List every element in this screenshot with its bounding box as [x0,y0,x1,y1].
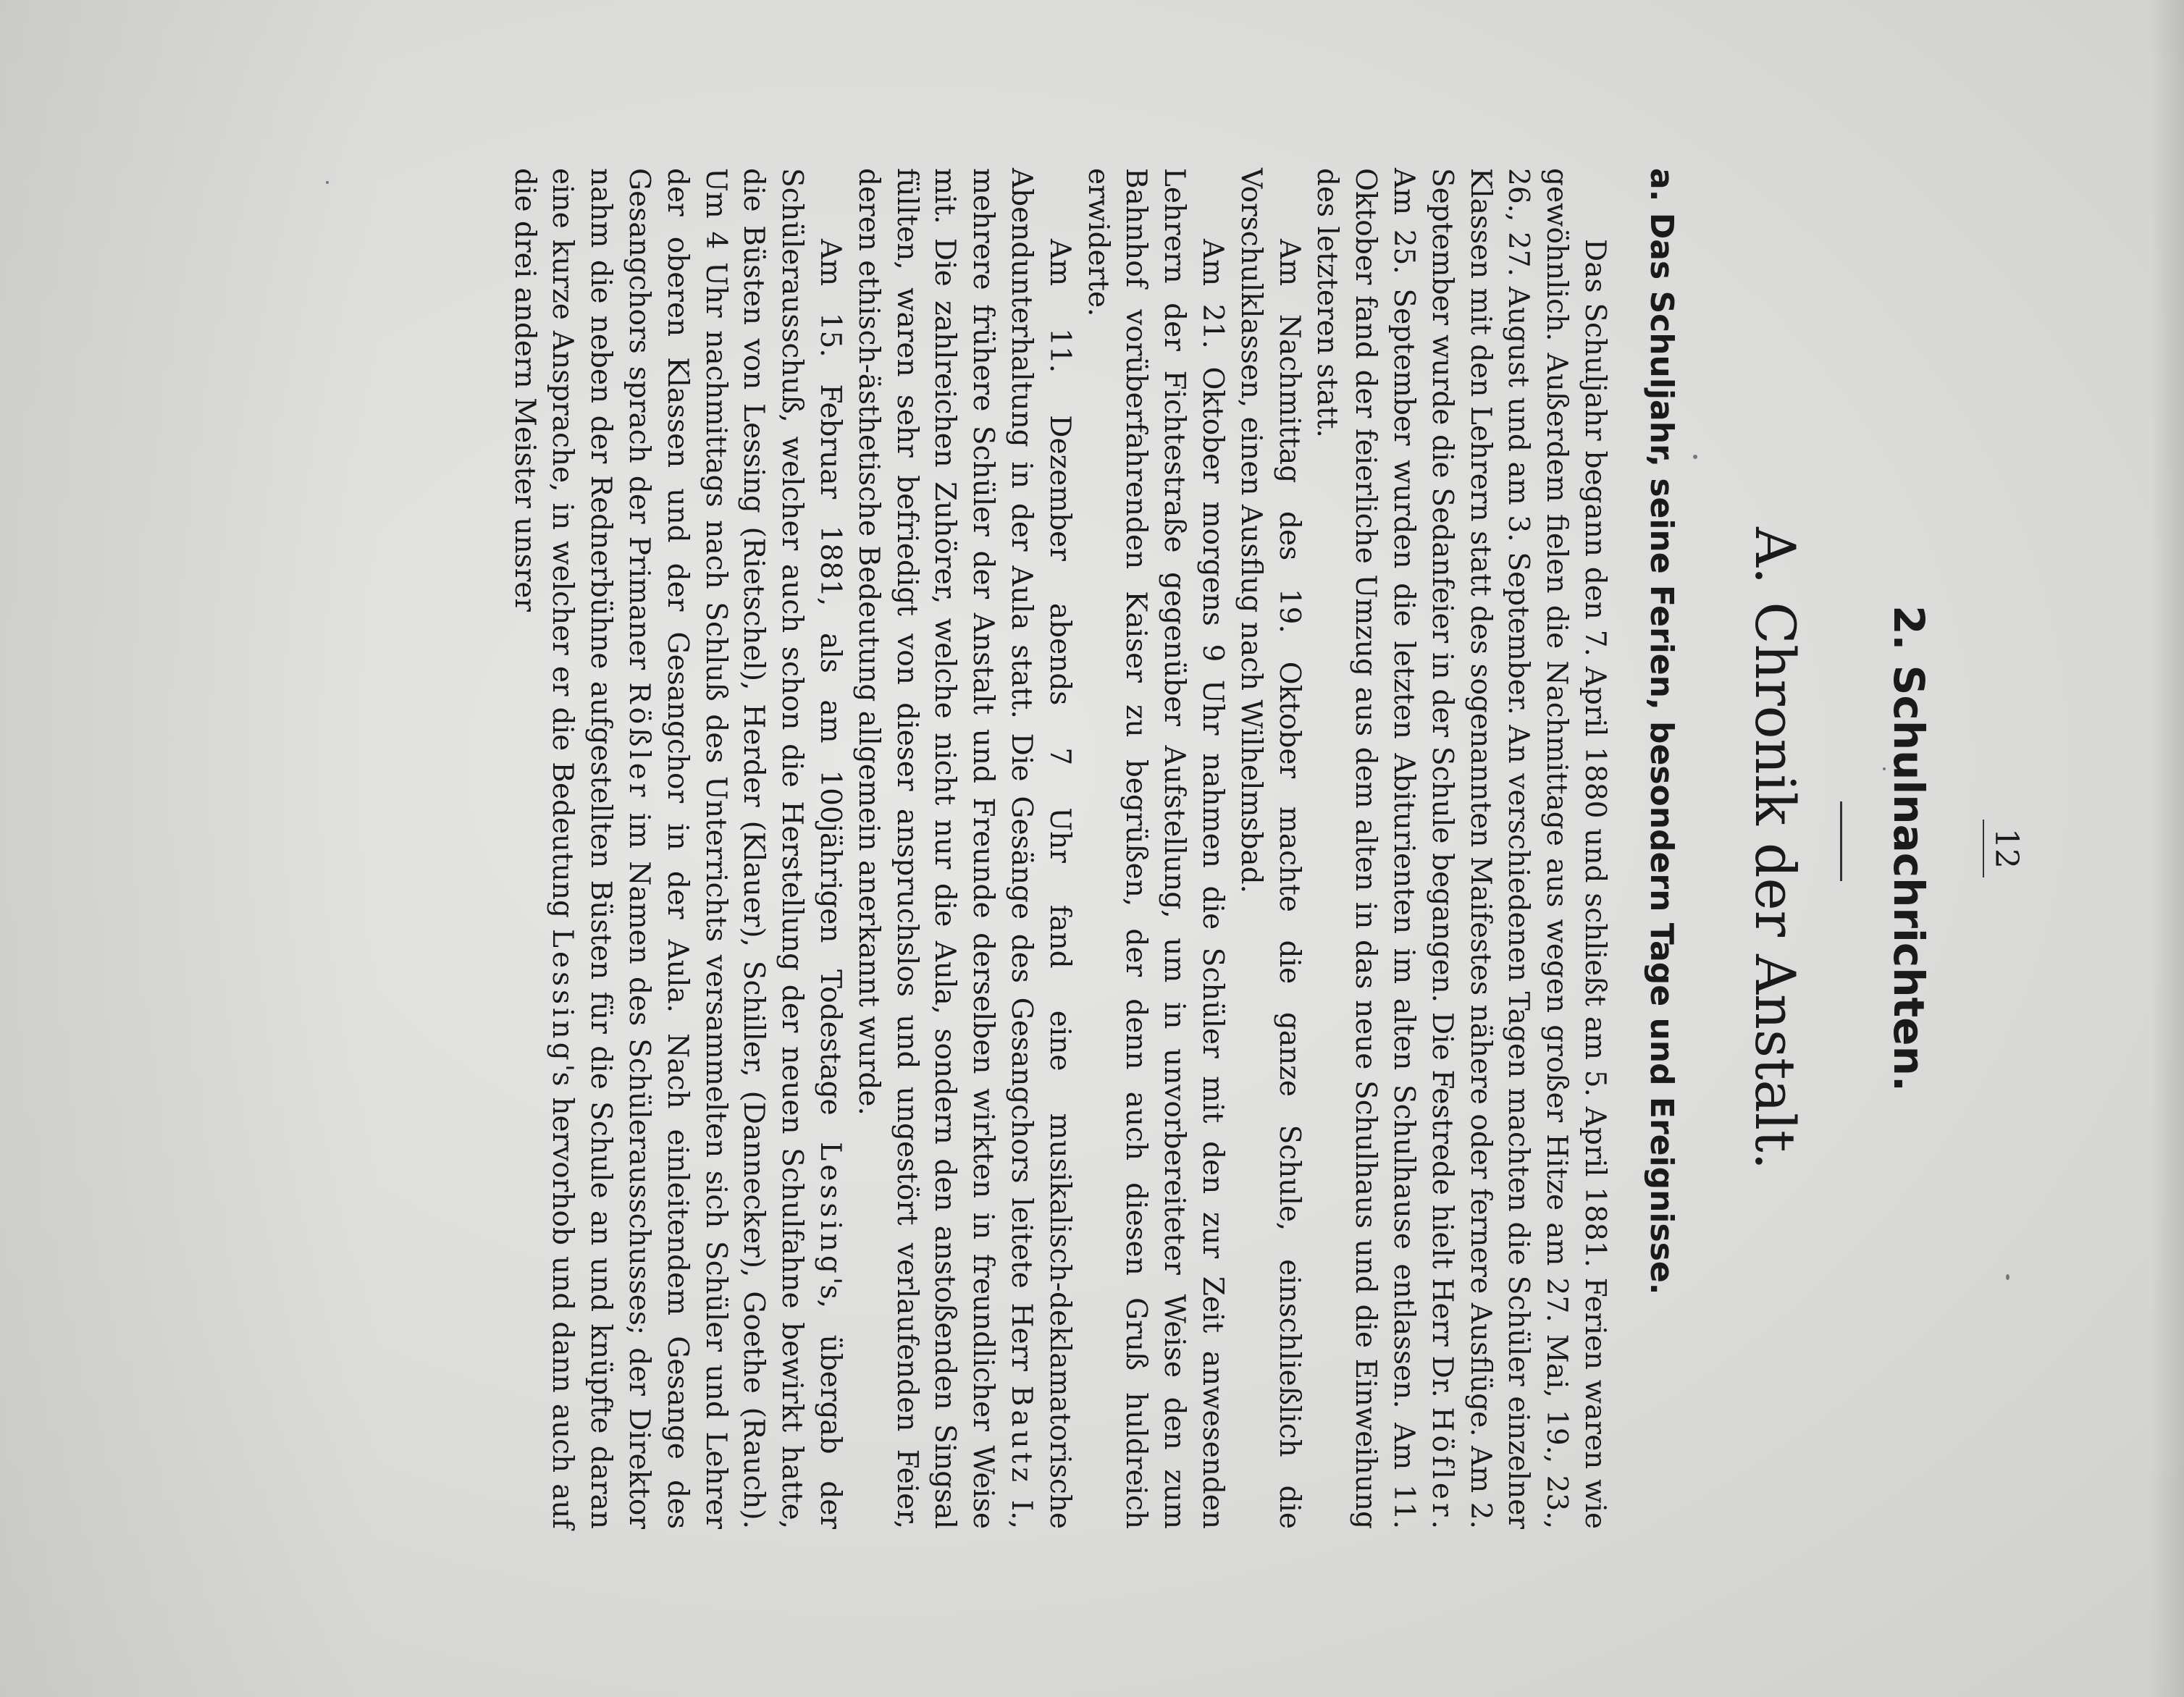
section-title: 2. Schulnachrichten. [1884,605,1933,1092]
chapter-title: A. Chronik der Anstalt. [1743,527,1807,1170]
paragraph-text: Am 11. Dezember abends 7 Uhr fand eine musikalisch-deklamatorische Abendunterhaltung in der Aula statt. Die Gesänge des Gesangchors leitete Herr [1005,168,1076,1529]
paragraph: Am 21. Oktober morgens 9 Uhr nahmen die Schüler mit den zur Zeit anwesenden Lehrern der Fichtestraße gegenüber Aufstellung, um in unvorbereiteter Weise den zum Bahnhof vorüberfahrenden Kaiser zu begrüßen, der denn auch diesen Gruß huldreich erwiderte. [1081,168,1230,1529]
paragraph-text: 's, übergab der Schülerausschuß, welcher auch schon die Herstellung der neuen Schulfahne bewirkt hatte, die Büsten von Lessing (Rietschel), Herder (Klauer), Schiller, (Dannecker), Goethe (Rauch). Um 4 Uhr nachmittags nach Schluß des Unterrichts versammelten sich Schüler und Lehrer der oberen Klassen und der Gesangchor in der Aula. Nach einleitendem Gesange des Gesangchors sprach der Primaner [623,168,847,1529]
sheet-edge [2151,0,2184,1697]
paragraph [849,168,1078,1529]
rotated-text-block [174,125,2071,1572]
paragraph: Am Nachmittag des 19. Oktober machte die ganze Schule, einschließlich die Vorschulklassen, einen Ausflug nach Wilhelmsbad. [1234,168,1306,1529]
paragraph-text: im Namen des Schülerausschusses; der Direktor nahm die neben der Rednerbühne aufgestellten Büsten für die Schule an und knüpfte daran eine kurze Ansprache, in welcher er die Bedeutung [546,168,656,1529]
person-name: Bautz [1005,1385,1038,1486]
paragraph-text: Das Schuljahr begann den 7. April 1880 und schließt am 5. April 1881. Ferien waren wie gewöhnlich. Außerdem fielen die Nachmittage aus wegen großer Hitze am 27. Mai, 19., 23., 26., 27. August und am 3. September. An verschiedenen Tagen machten die Schüler einzelner Klassen mit den Lehrern statt des sogenannten Maifestes nähere oder fernere Ausflüge. Am 2. September wurde die Sedanfeier in der Schule begangen. Die Festrede hielt Herr Dr. [1425,168,1611,1529]
title-rule [1840,801,1842,881]
paragraph-text: 's hervorhob und dann auch auf die drei andern Meister unsrer [508,168,579,1529]
person-name: Rößler [623,682,656,801]
person-name: Lessing [814,1142,847,1277]
subsection-title: a. Das Schuljahr, seine Ferien, besondern Tage und Ereignisse. [1643,168,1680,1295]
page-number-rule [1983,820,1984,877]
person-name: Lessing [546,929,579,1064]
paragraph-text: Am 15. Februar 1881, als am 100jährigen Todestage [814,239,847,1142]
paragraph [1308,168,1613,1529]
paragraph-text: . Am 25. September wurden die letzten Abiturienten im alten Schulhause entlassen. Am 11. Oktober fand der feierliche Umzug aus dem alten in das neue Schulhaus und die Einweihung des letzteren statt. [1311,168,1458,1529]
paragraph-text: I., mehrere frühere Schüler der Anstalt und Freunde derselben wirkten in freundlicher Weise mit. Die zahlreichen Zuhörer, welche nicht nur die Aula, sondern den anstoßenden Singsal füllten, waren sehr befriedigt von dieser anspruchslos und ungestört verlaufenden Feier, deren ethisch-ästhetische Bedeutung allgemein anerkannt wurde. [852,168,1038,1529]
body-text [505,168,1613,1529]
paragraph [505,168,849,1529]
person-name: Höfler [1425,1407,1458,1520]
page-number: 12 [1988,828,2025,869]
